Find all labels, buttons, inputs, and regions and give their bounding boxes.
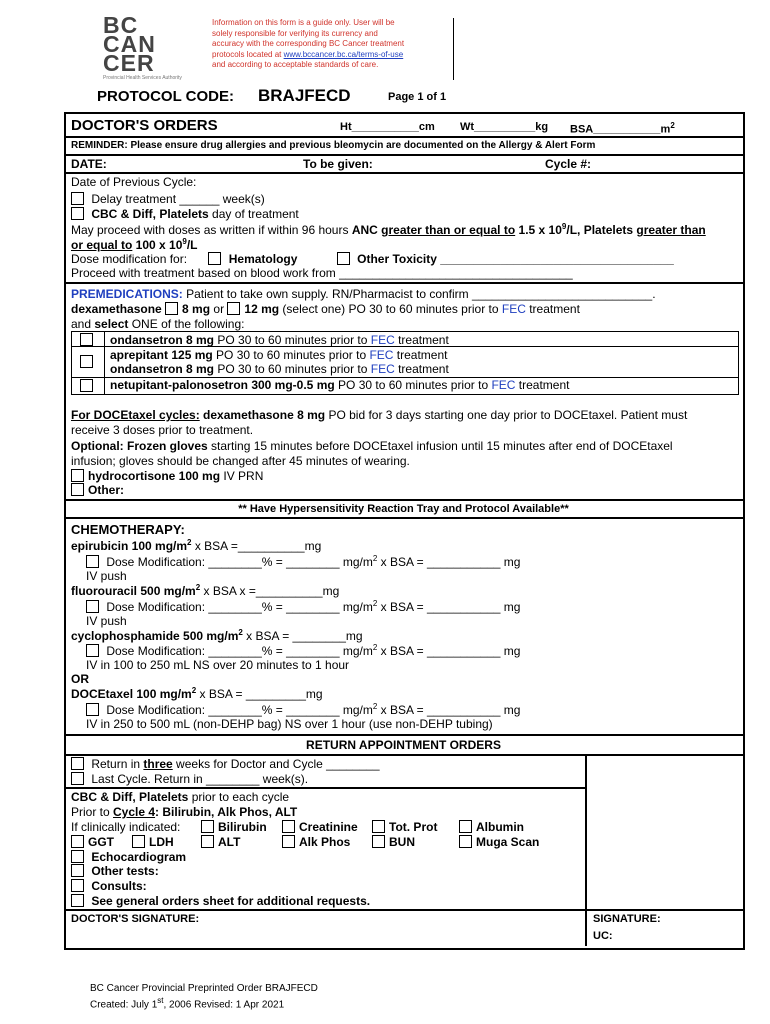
text: aprepitant 125 mg: [110, 348, 213, 362]
echocardiogram-option[interactable]: [71, 850, 186, 864]
fluorouracil-dose-mod[interactable]: Dose Modification: ________% = ________ $mg/m^2$ x BSA = ___________ mg: [86, 599, 520, 614]
text: prior to each cycle: [188, 790, 290, 804]
ldh-option[interactable]: [132, 835, 174, 849]
text: dexamethasone 8 mg: [199, 408, 326, 422]
checkbox[interactable]: [71, 835, 84, 848]
weight-field[interactable]: Wt__________kg: [460, 121, 549, 133]
dose-mod-label: Dose modification for:: [71, 252, 188, 266]
text: Consults:: [91, 879, 147, 893]
logo-text-can: CAN: [103, 31, 156, 57]
divider: [71, 346, 104, 347]
to-be-given-label[interactable]: To be given:: [303, 157, 373, 171]
text: treatment: [515, 378, 570, 392]
text: PO 30 to 60 minutes prior to: [214, 333, 371, 347]
text: Echocardiogram: [91, 850, 187, 864]
divider: [64, 787, 587, 789]
checkbox[interactable]: [201, 835, 214, 848]
option-aprepitant: [110, 348, 447, 362]
hypersensitivity-notice: ** Have Hypersensitivity Reaction Tray and Protocol Available**: [238, 503, 569, 515]
muga-scan-option[interactable]: [459, 835, 539, 849]
docetaxel-cycles-row: [71, 408, 687, 422]
cyclophosphamide-row: cyclophosphamide 500 $mg/m^2$ x BSA = ________mg: [71, 628, 363, 643]
frozen-gloves-line2: infusion; gloves should be changed after 45 minutes of wearing.: [71, 454, 410, 468]
height-field[interactable]: Ht___________cm: [340, 121, 435, 133]
divider: [64, 517, 743, 519]
bilirubin-option[interactable]: [201, 820, 267, 834]
bun-option[interactable]: [372, 835, 415, 849]
fluorouracil-row: fluorouracil 500 $mg/m^2$ x BSA x =__________mg: [71, 583, 340, 598]
dexa-12mg-checkbox[interactable]: [227, 302, 240, 315]
signature-label[interactable]: SIGNATURE:: [593, 913, 661, 925]
text: FEC: [491, 378, 516, 392]
text: CBC & Diff, Platelets: [71, 790, 189, 804]
checkbox[interactable]: [71, 850, 84, 863]
text: Last Cycle. Return in ________ week(s).: [91, 772, 309, 786]
text: Creatinine: [299, 820, 358, 834]
text: x BSA = ________mg: [242, 629, 363, 643]
cbc-day-row[interactable]: [71, 207, 299, 221]
protocol-code-label: PROTOCOL CODE:: [97, 88, 234, 105]
sup: st: [157, 996, 164, 1005]
text: x BSA x =__________mg: [200, 584, 340, 598]
reminder-text: REMINDER: Please ensure drug allergies and previous bleomycin are documented on the Allergy & Alert Form: [71, 140, 596, 151]
checkbox[interactable]: [86, 703, 99, 716]
footer: [90, 983, 318, 1011]
text: See general orders sheet for additional requests.: [91, 894, 371, 908]
divider: [585, 754, 587, 946]
docetaxel-row: DOCEtaxel 100 $mg/m^2$ x BSA = _________mg: [71, 686, 323, 701]
text: cyclophosphamide 500 mg/m: [71, 629, 239, 643]
text: May proceed with doses as written if within 96 hours: [71, 223, 352, 237]
tot-prot-option[interactable]: [372, 820, 437, 834]
text: dexamethasone: [71, 302, 162, 316]
logo-text-cer: CER: [103, 50, 155, 76]
text: 12 mg: [244, 302, 280, 316]
text: Dose Modification: ________% = ________ mg/m: [106, 600, 373, 614]
hematology-checkbox[interactable]: [208, 252, 221, 265]
dexamethasone-row: [71, 302, 580, 316]
text: PO bid for 3 days starting one day prior to DOCEtaxel. Patient must: [325, 408, 688, 422]
text: , 2006 Revised: 1 Apr 2021: [163, 999, 285, 1011]
disclaimer-line: Information on this form is a guide only. User will be: [212, 18, 395, 27]
text: ALT: [218, 835, 241, 849]
cbc-text: CBC & Diff, Platelets: [91, 207, 209, 221]
text: epirubicin 100 mg/m: [71, 539, 188, 553]
text: treatment: [393, 348, 448, 362]
text: /L, Platelets: [566, 223, 637, 237]
text: : Bilirubin, Alk Phos, ALT: [155, 805, 298, 819]
divider: [64, 909, 743, 911]
select-one-row: [71, 317, 244, 331]
or-label: OR: [71, 672, 89, 686]
text: Dose Modification: ________% = ________ mg/m: [106, 644, 373, 658]
premed-row: [71, 287, 656, 301]
text: x BSA =__________mg: [191, 539, 322, 553]
fluorouracil-route: IV push: [86, 614, 127, 628]
divider: [64, 282, 743, 284]
return-three-weeks-row[interactable]: [71, 757, 380, 771]
checkbox[interactable]: [71, 864, 84, 877]
text: Albumin: [476, 820, 524, 834]
terms-link[interactable]: www.bccancer.bc.ca/terms-of-use: [283, 49, 404, 59]
cbc-rest: day of treatment: [208, 207, 299, 221]
disclaimer-line: solely responsible for verifying its currency and: [212, 28, 378, 38]
option-ondansetron-2: [110, 362, 449, 376]
text: or equal to: [71, 238, 133, 252]
text: PO 30 to 60 minutes prior to: [334, 378, 492, 392]
text: treatment: [394, 333, 449, 347]
uc-label[interactable]: UC:: [593, 930, 613, 942]
premed-intro: Patient to take own supply. RN/Pharmacist to confirm ___________________________.: [182, 287, 656, 301]
checkbox[interactable]: [86, 555, 99, 568]
proceed-line-1: [71, 222, 706, 237]
disclaimer-line: and according to acceptable standards of care.: [212, 60, 379, 69]
divider: [104, 331, 105, 394]
text: x BSA = _________mg: [196, 687, 323, 701]
ondansetron-checkbox[interactable]: [80, 333, 93, 346]
text: x BSA = ___________ mg: [377, 703, 521, 717]
checkbox[interactable]: [86, 644, 99, 657]
checkbox[interactable]: [71, 207, 84, 220]
doctors-orders-title: DOCTOR'S ORDERS: [71, 117, 218, 134]
disclaimer-divider: [453, 18, 454, 80]
return-appointment-title: RETURN APPOINTMENT ORDERS: [306, 738, 501, 752]
alk-phos-option[interactable]: [282, 835, 350, 849]
sup: 9: [561, 222, 567, 231]
text: Other tests:: [91, 864, 159, 878]
text: treatment: [525, 302, 580, 316]
text: Dose Modification: ________% = ________ mg/m: [106, 555, 373, 569]
text: select: [94, 317, 129, 331]
docetaxel-route: IV in 250 to 500 mL (non-DEHP bag) NS over 1 hour (use non-DEHP tubing): [86, 717, 493, 731]
text: BUN: [389, 835, 415, 849]
text: greater than or equal to: [381, 223, 516, 237]
divider: [64, 154, 743, 156]
text: FEC: [501, 302, 526, 316]
text: Created: July 1: [90, 999, 158, 1011]
dose-mod-row: [71, 252, 674, 266]
checkbox[interactable]: [132, 835, 145, 848]
text: x BSA = ___________ mg: [377, 555, 521, 569]
text: 8 mg: [182, 302, 211, 316]
checkbox[interactable]: [372, 835, 385, 848]
text: treatment: [394, 362, 449, 376]
checkbox[interactable]: [459, 835, 472, 848]
hydrocortisone-row[interactable]: [71, 469, 263, 483]
ggt-option[interactable]: [71, 835, 114, 849]
text: Optional: Frozen gloves: [71, 439, 208, 453]
docetaxel-cycles-line2: receive 3 doses prior to treatment.: [71, 423, 254, 437]
text: Other:: [88, 483, 124, 497]
delay-treatment-row[interactable]: [71, 192, 265, 206]
dexa-8mg-checkbox[interactable]: [165, 302, 178, 315]
divider: [64, 136, 743, 138]
other-toxicity-checkbox[interactable]: [337, 252, 350, 265]
text: Muga Scan: [476, 835, 540, 849]
text: LDH: [149, 835, 174, 849]
checkbox[interactable]: [201, 820, 214, 833]
divider: [64, 734, 743, 736]
checkbox[interactable]: [71, 772, 84, 785]
cyclophosphamide-dose-mod[interactable]: Dose Modification: ________% = ________ $mg/m^2$ x BSA = ___________ mg: [86, 643, 520, 658]
epirubicin-row: epirubicin 100 $mg/m^2$ x BSA =__________mg: [71, 538, 322, 553]
checkbox[interactable]: [71, 879, 84, 892]
if-clinically-label: If clinically indicated:: [71, 820, 181, 834]
checkbox[interactable]: [459, 820, 472, 833]
premed-title: PREMEDICATIONS:: [71, 287, 183, 301]
last-cycle-row[interactable]: [71, 772, 308, 786]
text: IV PRN: [220, 469, 264, 483]
text: Cycle 4: [113, 805, 156, 819]
checkbox[interactable]: [71, 469, 84, 482]
text: Alk Phos: [299, 835, 351, 849]
see-general-orders-option[interactable]: [71, 894, 370, 908]
text: 100 x 10: [132, 238, 183, 252]
text: ANC: [351, 223, 382, 237]
checkbox[interactable]: [71, 757, 84, 770]
logo-tagline: Provincial Health Services Authority: [103, 75, 182, 81]
text: and: [71, 317, 95, 331]
bsa-field[interactable]: [570, 121, 675, 136]
text: ONE of the following:: [128, 317, 245, 331]
epirubicin-route: IV push: [86, 569, 127, 583]
text: DOCEtaxel 100 mg/m: [71, 687, 192, 701]
hematology-label: Hematology: [228, 252, 298, 266]
page-number: Page 1 of 1: [388, 91, 447, 103]
date-label[interactable]: DATE:: [71, 157, 107, 171]
checkbox[interactable]: [282, 835, 295, 848]
text: hydrocortisone 100 mg: [88, 469, 221, 483]
text: FEC: [370, 362, 395, 376]
text: /L: [186, 238, 198, 252]
proceed-line-2: [71, 237, 198, 252]
text: FEC: [370, 333, 395, 347]
divider: [64, 499, 743, 501]
premed-other-row[interactable]: [71, 483, 124, 497]
text: ondansetron 8 mg: [110, 333, 215, 347]
text: greater than: [636, 223, 706, 237]
text: (select one) PO 30 to 60 minutes prior to: [279, 302, 502, 316]
delay-text: Delay treatment ______ week(s): [91, 192, 265, 206]
other-toxicity-label: Other Toxicity ___________________________________: [357, 252, 674, 266]
doctors-signature-label[interactable]: DOCTOR'S SIGNATURE:: [71, 913, 200, 925]
protocol-code: BRAJFECD: [258, 86, 351, 105]
disclaimer-line: [212, 50, 404, 61]
text: ondansetron 8 mg: [110, 362, 215, 376]
footer-line: [90, 995, 318, 1011]
albumin-option[interactable]: [459, 820, 524, 834]
chemotherapy-title: CHEMOTHERAPY:: [71, 522, 185, 537]
text: x BSA = ___________ mg: [377, 644, 521, 658]
text: For DOCEtaxel cycles:: [71, 408, 200, 422]
text: PO 30 to 60 minutes prior to: [214, 362, 371, 376]
docetaxel-dose-mod[interactable]: Dose Modification: ________% = ________ $mg/m^2$ x BSA = ___________ mg: [86, 702, 520, 717]
text: 1.5 x 10: [515, 223, 562, 237]
divider: [64, 754, 743, 756]
netupitant-checkbox[interactable]: [80, 379, 93, 392]
text: PO 30 to 60 minutes prior to: [212, 348, 370, 362]
checkbox[interactable]: [71, 483, 84, 496]
aprepitant-ondansetron-checkbox[interactable]: [80, 355, 93, 368]
epirubicin-dose-mod[interactable]: Dose Modification: ________% = ________ $mg/m^2$ x BSA = ___________ mg: [86, 554, 520, 569]
text: Return in: [91, 757, 144, 771]
checkbox[interactable]: [372, 820, 385, 833]
disclaimer-line: accuracy with the corresponding BC Cancer treatment: [212, 39, 405, 48]
cbc-prior-row: [71, 790, 289, 804]
divider: [64, 172, 743, 174]
text: Dose Modification: ________% = ________ mg/m: [106, 703, 373, 717]
text: Bilirubin: [218, 820, 267, 834]
text: starting 15 minutes before DOCEtaxel infusion until 15 minutes after end of DOCEtaxel: [207, 439, 673, 453]
checkbox[interactable]: [71, 894, 84, 907]
text: GGT: [88, 835, 114, 849]
bsa-sup: 2: [670, 121, 675, 130]
option-ondansetron: [110, 333, 449, 347]
divider: [71, 377, 104, 378]
text: x BSA = ___________ mg: [377, 600, 521, 614]
sup: 9: [182, 237, 187, 246]
proceed-blood-work[interactable]: Proceed with treatment based on blood work from ___________________________________: [71, 266, 573, 280]
text: netupitant-palonosetron 300 mg-0.5 mg: [110, 378, 335, 392]
checkbox[interactable]: [86, 600, 99, 613]
cyclophosphamide-route: IV in 100 to 250 mL NS over 20 minutes to 1 hour: [86, 658, 350, 672]
logo-text-bc: BC: [103, 12, 139, 38]
previous-cycle-label[interactable]: Date of Previous Cycle:: [71, 175, 197, 189]
checkbox[interactable]: [71, 192, 84, 205]
text: Prior to: [71, 805, 114, 819]
text: three: [143, 757, 173, 771]
footer-line: BC Cancer Provincial Preprinted Order BRAJFECD: [90, 983, 318, 994]
cycle-number-label[interactable]: Cycle #:: [545, 157, 592, 171]
other-tests-option[interactable]: [71, 864, 159, 878]
text: or: [210, 302, 228, 316]
text: FEC: [369, 348, 394, 362]
text: Tot. Prot: [389, 820, 438, 834]
prior-cycle4-row: [71, 805, 297, 819]
checkbox[interactable]: [282, 820, 295, 833]
text: weeks for Doctor and Cycle ________: [172, 757, 380, 771]
disclaimer: [212, 18, 404, 71]
consults-option[interactable]: [71, 879, 147, 893]
option-netupitant: [110, 378, 569, 392]
creatinine-option[interactable]: [282, 820, 358, 834]
disclaimer-text: protocols located at: [212, 49, 284, 59]
text: fluorouracil 500 mg/m: [71, 584, 196, 598]
bsa-text: BSA___________m: [570, 123, 671, 136]
alt-option[interactable]: [201, 835, 240, 849]
frozen-gloves-row: [71, 439, 673, 453]
